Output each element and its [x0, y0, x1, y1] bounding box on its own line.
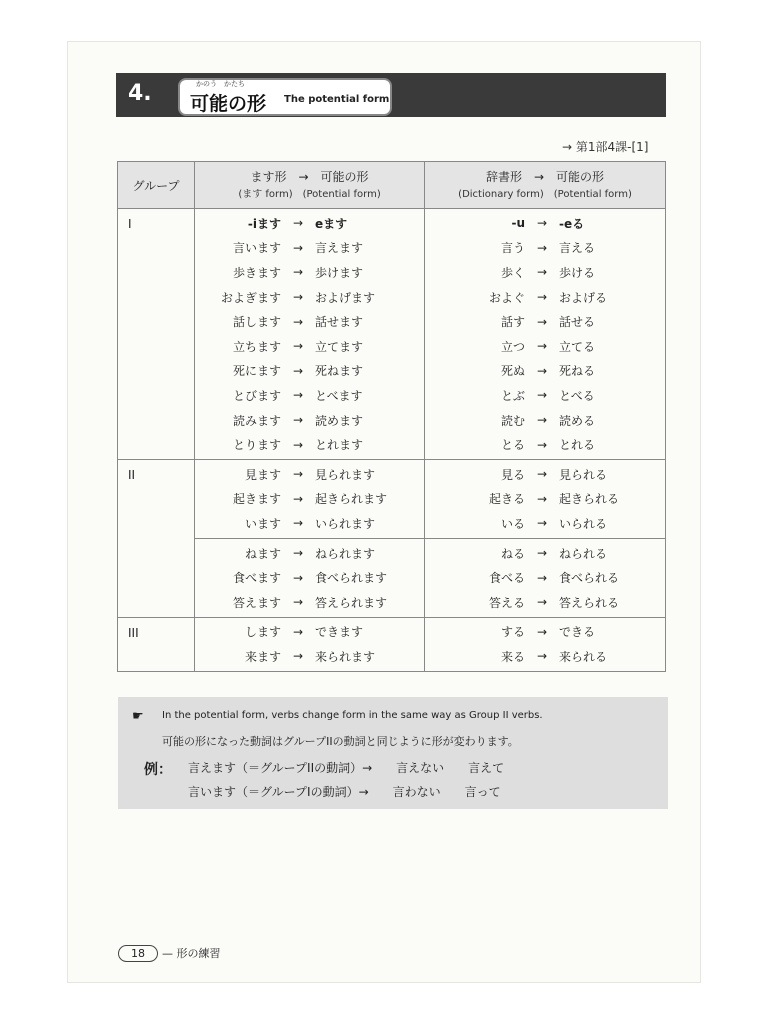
table-row — [195, 462, 424, 487]
table-row — [425, 644, 665, 669]
masu-form: します — [244, 625, 281, 640]
dictionary-form: とぶ — [501, 388, 526, 403]
arrow-icon: → — [537, 595, 548, 610]
table-row — [195, 620, 424, 645]
masu-form: います — [244, 516, 281, 531]
group-2a-masu — [195, 459, 425, 538]
dictionary-form: 食べる — [489, 571, 526, 586]
arrow-icon: → — [292, 546, 304, 561]
potential-form: 言える — [559, 241, 596, 256]
table-row — [425, 511, 665, 536]
arrow-icon: → — [292, 516, 304, 531]
potential-form: できます — [315, 625, 364, 640]
masu-form: 言います — [232, 241, 281, 256]
potential-form: ねられる — [559, 546, 608, 561]
masu-form: 話します — [232, 315, 281, 330]
title-en: The potential form — [284, 94, 390, 105]
potential-form: 歩ける — [559, 265, 596, 280]
table-row — [195, 383, 424, 408]
masu-form: ねます — [244, 546, 281, 561]
potential-form: とれます — [315, 438, 364, 453]
note-english: In the potential form, verbs change form in the same way as Group II verbs. — [162, 710, 543, 721]
potential-form: 来られます — [315, 649, 376, 664]
table-row — [195, 590, 424, 615]
footer-section: 形の練習 — [176, 947, 221, 960]
dictionary-form: 死ぬ — [501, 364, 526, 379]
group-2b-dict — [425, 538, 666, 617]
table-row — [195, 432, 424, 457]
reference-link: → 第1部4課-[1] — [562, 140, 649, 154]
arrow-icon: → — [292, 388, 304, 403]
table-row — [425, 334, 665, 359]
potential-form: 立てます — [315, 339, 364, 354]
masu-form: およぎます — [220, 290, 281, 305]
potential-form: 話せます — [315, 315, 364, 330]
masu-form: 答えます — [232, 595, 281, 610]
arrow-icon: → — [537, 339, 548, 354]
section-header — [116, 73, 666, 117]
dictionary-form: 話す — [501, 315, 526, 330]
dictionary-form: する — [501, 625, 526, 640]
example-2: 言います（＝グループIの動詞）→ 言わない 言って — [188, 785, 501, 799]
table-row — [195, 236, 424, 261]
arrow-icon: → — [292, 265, 304, 280]
arrow-icon: → — [537, 516, 548, 531]
potential-form: 起きられます — [315, 492, 388, 507]
arrow-icon: → — [292, 595, 304, 610]
pointing-hand-icon: ☛ — [132, 709, 144, 724]
potential-form: 答えられる — [559, 595, 620, 610]
arrow-icon: → — [292, 649, 304, 664]
table-row — [425, 359, 665, 384]
potential-form: -eる — [559, 216, 585, 231]
masu-form: 食べます — [232, 571, 281, 586]
arrow-icon: → — [537, 570, 548, 585]
potential-form: 来られる — [559, 649, 608, 664]
arrow-icon: → — [292, 363, 304, 378]
arrow-icon: → — [537, 467, 548, 482]
table-row — [195, 487, 424, 512]
masu-form: 死にます — [232, 364, 281, 379]
potential-form: 立てる — [559, 339, 596, 354]
arrow-icon: → — [537, 314, 548, 329]
table-row — [195, 565, 424, 590]
group-1-masu — [195, 209, 425, 460]
table-row — [195, 511, 424, 536]
potential-form: およげる — [559, 290, 608, 305]
potential-form: 読めます — [315, 413, 364, 428]
masu-form: 立ちます — [232, 339, 281, 354]
potential-form: およげます — [315, 290, 376, 305]
arrow-icon: → — [537, 290, 548, 305]
arrow-icon: → — [537, 437, 548, 452]
potential-form: 話せる — [559, 315, 596, 330]
table-row — [425, 565, 665, 590]
potential-form: 答えられます — [315, 595, 388, 610]
table-row — [195, 408, 424, 433]
table-row — [195, 260, 424, 285]
potential-form: とべる — [559, 388, 595, 403]
dictionary-form: 来る — [501, 649, 526, 664]
arrow-icon: → — [537, 624, 548, 639]
arrow-icon: → — [537, 216, 548, 231]
section-number: 4. — [128, 81, 152, 106]
header-group: グループ — [118, 162, 195, 209]
table-row — [195, 211, 424, 236]
table-row — [425, 211, 665, 236]
potential-form: 食べられる — [559, 571, 620, 586]
arrow-icon: → — [292, 491, 304, 506]
arrow-icon: → — [292, 437, 304, 452]
potential-form: 言えます — [315, 241, 364, 256]
masu-form: 来ます — [244, 649, 281, 664]
potential-form: ねられます — [315, 546, 376, 561]
dictionary-form: 言う — [501, 241, 526, 256]
title-pill — [178, 78, 392, 116]
example-label: 例： — [144, 762, 172, 778]
table-row — [425, 487, 665, 512]
arrow-icon: → — [537, 240, 548, 255]
dictionary-form: -u — [511, 216, 526, 231]
table-row — [425, 260, 665, 285]
group-2b-masu — [195, 538, 425, 617]
header-masu-title: ます形 → 可能の形 — [250, 170, 369, 184]
group-2a-dict — [425, 459, 666, 538]
example-1: 言えます（＝グループIIの動詞）→ 言えない 言えて — [188, 761, 505, 775]
dictionary-form: 立つ — [501, 339, 526, 354]
potential-form: 起きられる — [559, 492, 620, 507]
table-row — [195, 359, 424, 384]
masu-form: 見ます — [244, 467, 281, 482]
page-footer: 18 — 形の練習 — [118, 945, 221, 962]
potential-form: 死ねる — [559, 364, 596, 379]
arrow-icon: → — [292, 290, 304, 305]
dictionary-form: 起きる — [489, 492, 526, 507]
group-3-dict — [425, 617, 666, 671]
masu-form: とびます — [232, 388, 281, 403]
arrow-icon: → — [537, 413, 548, 428]
arrow-icon: → — [537, 491, 548, 506]
note-box — [118, 697, 668, 809]
group-3-label: III — [118, 617, 195, 671]
group-2-label: II — [118, 459, 195, 617]
table-row — [195, 309, 424, 334]
table-row — [425, 541, 665, 566]
arrow-icon: → — [537, 265, 548, 280]
arrow-icon: → — [537, 388, 548, 403]
table-row — [195, 644, 424, 669]
note-japanese: 可能の形になった動詞はグループIIの動詞と同じように形が変わります。 — [162, 735, 519, 748]
title-jp: 可能の形 — [190, 93, 267, 115]
arrow-icon: → — [537, 546, 548, 561]
arrow-icon: → — [537, 649, 548, 664]
arrow-icon: → — [292, 216, 304, 231]
table-row — [425, 590, 665, 615]
table-row — [425, 236, 665, 261]
dictionary-form: 答える — [489, 595, 526, 610]
page-number: 18 — [118, 945, 158, 962]
potential-form: 見られます — [315, 467, 376, 482]
table-row — [195, 541, 424, 566]
table-row — [425, 309, 665, 334]
dictionary-form: いる — [501, 516, 526, 531]
potential-form: eます — [315, 216, 348, 231]
potential-form: いられます — [315, 516, 376, 531]
header-dict-title: 辞書形 → 可能の形 — [485, 170, 605, 184]
header-masu — [195, 162, 425, 209]
header-dict-sub: (Dictionary form) (Potential form) — [458, 189, 632, 200]
potential-form: できる — [559, 625, 596, 640]
arrow-icon: → — [292, 339, 304, 354]
masu-form: 起きます — [232, 492, 281, 507]
potential-form: 食べられます — [315, 571, 388, 586]
dictionary-form: とる — [501, 438, 526, 453]
potential-form: いられる — [559, 516, 608, 531]
dictionary-form: ねる — [501, 546, 526, 561]
arrow-icon: → — [292, 467, 304, 482]
table-row — [195, 334, 424, 359]
arrow-icon: → — [292, 413, 304, 428]
dictionary-form: 歩く — [501, 265, 526, 280]
table-row — [425, 285, 665, 310]
table-row — [425, 620, 665, 645]
masu-form: 読みます — [232, 413, 281, 428]
masu-form: -iます — [247, 216, 281, 231]
potential-form: 歩けます — [315, 265, 364, 280]
group-1-dict — [425, 209, 666, 460]
header-dict — [425, 162, 666, 209]
masu-form: 歩きます — [232, 265, 281, 280]
masu-form: とります — [232, 438, 281, 453]
group-3-masu — [195, 617, 425, 671]
group-1-label: I — [118, 209, 195, 460]
table-row — [425, 408, 665, 433]
arrow-icon: → — [537, 363, 548, 378]
dictionary-form: 見る — [501, 467, 526, 482]
potential-form: 死ねます — [315, 364, 364, 379]
arrow-icon: → — [292, 570, 304, 585]
table-row — [425, 462, 665, 487]
dictionary-form: 読む — [501, 413, 526, 428]
conjugation-table — [117, 161, 666, 672]
arrow-icon: → — [292, 240, 304, 255]
dictionary-form: およぐ — [489, 290, 526, 305]
potential-form: 見られる — [559, 467, 608, 482]
potential-form: 読める — [559, 413, 596, 428]
potential-form: とれる — [559, 438, 596, 453]
header-masu-sub: (ます form) (Potential form) — [238, 189, 381, 200]
potential-form: とべます — [315, 388, 363, 403]
title-ruby: かのう かたち — [196, 80, 245, 88]
table-row — [425, 383, 665, 408]
table-row — [195, 285, 424, 310]
arrow-icon: → — [292, 624, 304, 639]
table-row — [425, 432, 665, 457]
arrow-icon: → — [292, 314, 304, 329]
